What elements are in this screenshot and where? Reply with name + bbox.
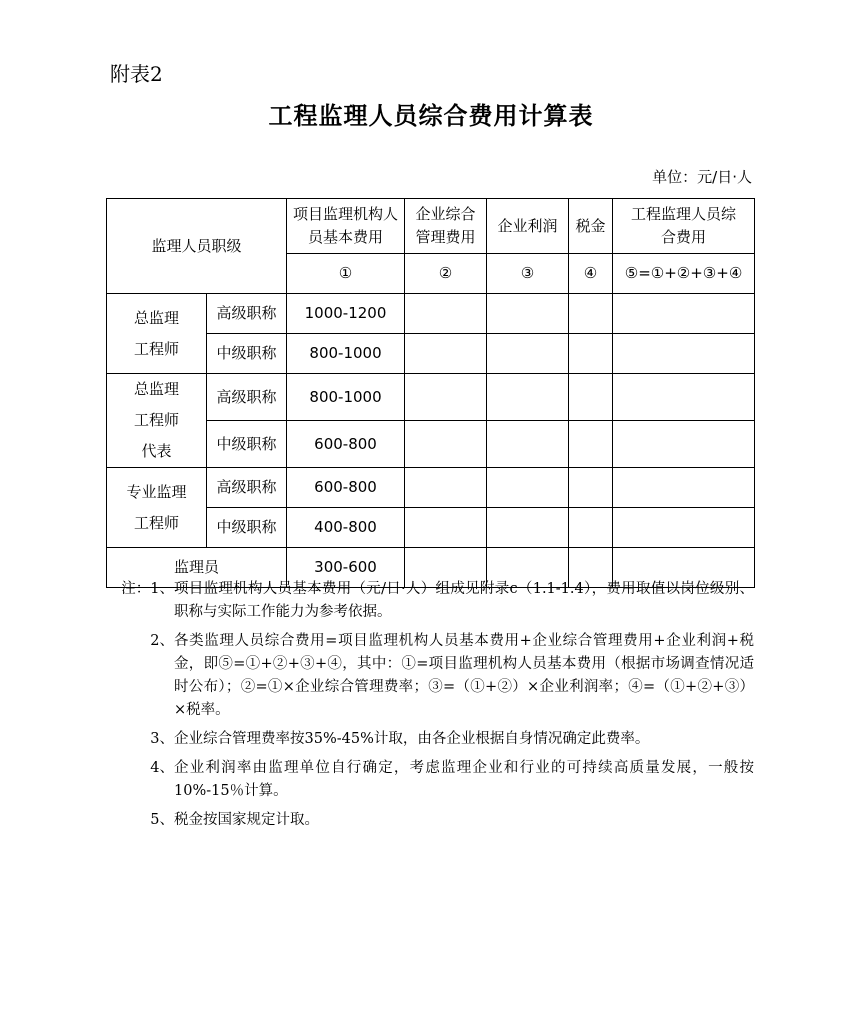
empty-cell (487, 508, 569, 548)
empty-cell (487, 294, 569, 334)
empty-cell (405, 294, 487, 334)
header-tax: 税金 (569, 199, 613, 254)
basic-fee-cell: 800-1000 (287, 334, 405, 374)
header-mgmt-no: ② (405, 254, 487, 294)
note-number: 3、 (150, 731, 174, 747)
note-item (110, 809, 754, 832)
basic-fee-cell: 600-800 (287, 468, 405, 508)
header-mgmt-fee-text: 企业综合管理费用 (415, 205, 476, 246)
header-basic-no: ① (287, 254, 405, 294)
note-number: 5、 (150, 812, 174, 828)
empty-cell (613, 294, 755, 334)
header-basic-fee (287, 199, 405, 254)
empty-cell (487, 334, 569, 374)
note-item (110, 578, 754, 624)
empty-cell (405, 421, 487, 468)
title-cell: 高级职称 (207, 374, 287, 421)
note-prefix (110, 578, 174, 601)
empty-cell (405, 374, 487, 421)
basic-fee-cell: 800-1000 (287, 374, 405, 421)
note-number: 4、 (150, 760, 174, 776)
empty-cell (487, 374, 569, 421)
notes-label: 注： (121, 581, 151, 597)
basic-fee-cell: 400-800 (287, 508, 405, 548)
note-text: 税金按国家规定计取。 (174, 812, 319, 828)
fee-table (106, 198, 755, 588)
note-number: 1、 (150, 581, 174, 597)
header-total-text: 工程监理人员综合费用 (631, 205, 737, 246)
header-total-no: ⑤=①+②+③+④ (613, 254, 755, 294)
category-label: 总监理工程师 (133, 308, 179, 358)
note-item (110, 630, 754, 722)
category-chief-engineer (107, 294, 207, 374)
page-title: 工程监理人员综合费用计算表 (268, 102, 594, 130)
basic-fee-cell: 300-600 (287, 548, 405, 588)
header-profit-no: ③ (487, 254, 569, 294)
category-chief-representative (107, 374, 207, 468)
empty-cell (569, 468, 613, 508)
note-text: 各类监理人员综合费用=项目监理机构人员基本费用+企业综合管理费用+企业利润+税金，即⑤=①+②+③+④，其中：①=项目监理机构人员基本费用（根据市场调查情况适时公布）；②=①×企业综合管理费率；③=（①+②）×企业利润率；④=（①+②+③）×税率。 (174, 633, 754, 718)
empty-cell (569, 374, 613, 421)
table-row (107, 294, 755, 334)
header-basic-fee-text: 项目监理机构人员基本费用 (293, 205, 399, 246)
note-item (110, 728, 754, 751)
empty-cell (569, 334, 613, 374)
header-total (613, 199, 755, 254)
empty-cell (613, 508, 755, 548)
empty-cell (613, 421, 755, 468)
title-cell: 高级职称 (207, 294, 287, 334)
notes-section (110, 578, 754, 838)
title-cell: 中级职称 (207, 508, 287, 548)
unit-label: 单位：元/日·人 (652, 168, 752, 186)
title-cell: 中级职称 (207, 334, 287, 374)
category-specialist-engineer (107, 468, 207, 548)
empty-cell (613, 334, 755, 374)
category-supervisor: 监理员 (107, 548, 287, 588)
empty-cell (613, 468, 755, 508)
category-label: 专业监理工程师 (126, 482, 187, 532)
empty-cell (405, 334, 487, 374)
empty-cell (569, 508, 613, 548)
empty-cell (569, 294, 613, 334)
empty-cell (613, 374, 755, 421)
header-tax-no: ④ (569, 254, 613, 294)
title-cell: 中级职称 (207, 421, 287, 468)
note-text: 企业综合管理费率按35%-45%计取，由各企业根据自身情况确定此费率。 (174, 731, 650, 747)
note-text: 企业利润率由监理单位自行确定，考虑监理企业和行业的可持续高质量发展，一般按10%-15％计算。 (174, 760, 754, 799)
header-profit: 企业利润 (487, 199, 569, 254)
note-item (110, 757, 754, 803)
note-text: 项目监理机构人员基本费用（元/日·人）组成见附录c（1.1-1.4），费用取值以岗位级别、职称与实际工作能力为参考依据。 (174, 581, 754, 620)
basic-fee-cell: 1000-1200 (287, 294, 405, 334)
table-row (107, 374, 755, 421)
empty-cell (487, 421, 569, 468)
basic-fee-cell: 600-800 (287, 421, 405, 468)
title-cell: 高级职称 (207, 468, 287, 508)
appendix-label: 附表2 (110, 62, 163, 86)
header-row (107, 199, 755, 254)
header-rank: 监理人员职级 (107, 199, 287, 294)
empty-cell (405, 468, 487, 508)
category-label: 总监理工程师代表 (133, 380, 179, 460)
empty-cell (487, 468, 569, 508)
empty-cell (405, 508, 487, 548)
note-number: 2、 (150, 633, 174, 649)
empty-cell (569, 421, 613, 468)
header-mgmt-fee (405, 199, 487, 254)
table-row (107, 468, 755, 508)
